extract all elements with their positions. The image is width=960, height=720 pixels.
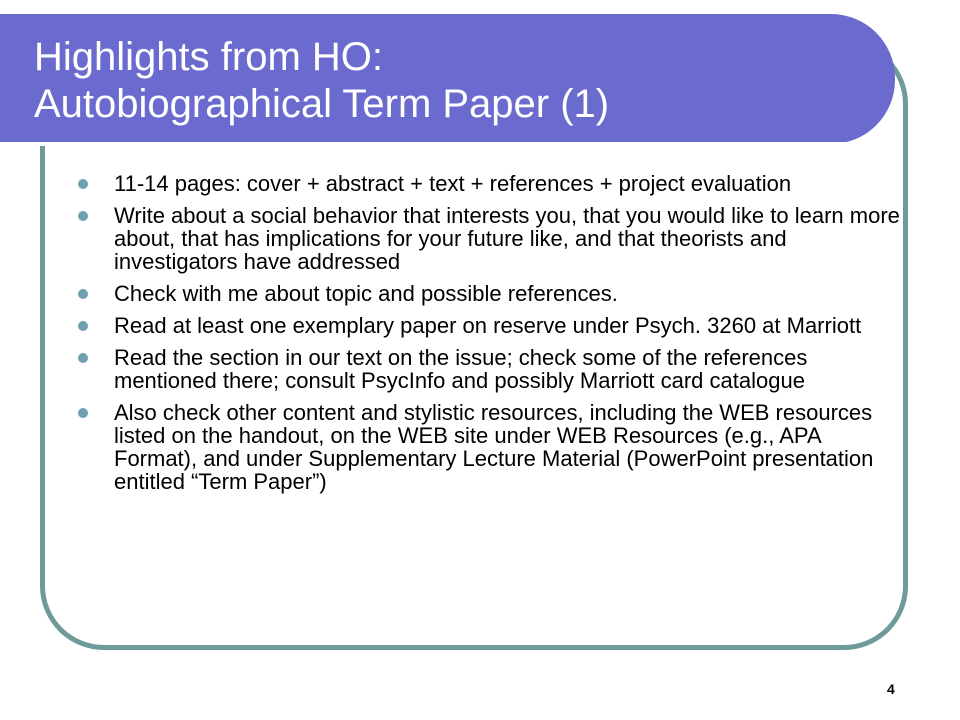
title-band bbox=[0, 14, 895, 144]
bullet-item bbox=[0, 346, 900, 392]
slide-title bbox=[34, 34, 854, 128]
bullet-item bbox=[0, 401, 900, 493]
bullet-item bbox=[0, 314, 900, 337]
bullet-item bbox=[0, 172, 900, 195]
bullet-list bbox=[0, 172, 900, 502]
bullet-text: Also check other content and stylistic resources, including the WEB resources listed on the handout, on the WEB site under WEB Resources (e.g., APA Format), and under Supplementary Lecture Material (PowerPoint presentation entitled “Term Paper”) bbox=[114, 400, 874, 494]
bullet-text: Write about a social behavior that interests you, that you would like to learn more about, that has implications for your future like, and that theorists and investigators have addressed bbox=[114, 203, 900, 274]
bullet-text: Check with me about topic and possible references. bbox=[114, 281, 618, 306]
bullet-text: 11-14 pages: cover + abstract + text + references + project evaluation bbox=[114, 171, 792, 196]
bullet-dot-icon bbox=[78, 321, 88, 331]
bullet-item bbox=[0, 204, 900, 273]
page-number: 4 bbox=[887, 681, 895, 697]
bullet-item bbox=[0, 282, 900, 305]
bullet-text: Read at least one exemplary paper on reserve under Psych. 3260 at Marriott bbox=[114, 313, 862, 338]
bullet-dot-icon bbox=[78, 353, 88, 363]
bullet-text: Read the section in our text on the issue; check some of the references mentioned there; consult PsycInfo and possibly Marriott card catalogue bbox=[114, 345, 808, 393]
bullet-dot-icon bbox=[78, 179, 88, 189]
bullet-dot-icon bbox=[78, 211, 88, 221]
slide-title-line-1: Highlights from HO: bbox=[34, 35, 383, 79]
title-underline bbox=[0, 142, 848, 146]
bullet-dot-icon bbox=[78, 408, 88, 418]
bullet-dot-icon bbox=[78, 289, 88, 299]
slide-title-line-2: Autobiographical Term Paper (1) bbox=[34, 82, 610, 126]
